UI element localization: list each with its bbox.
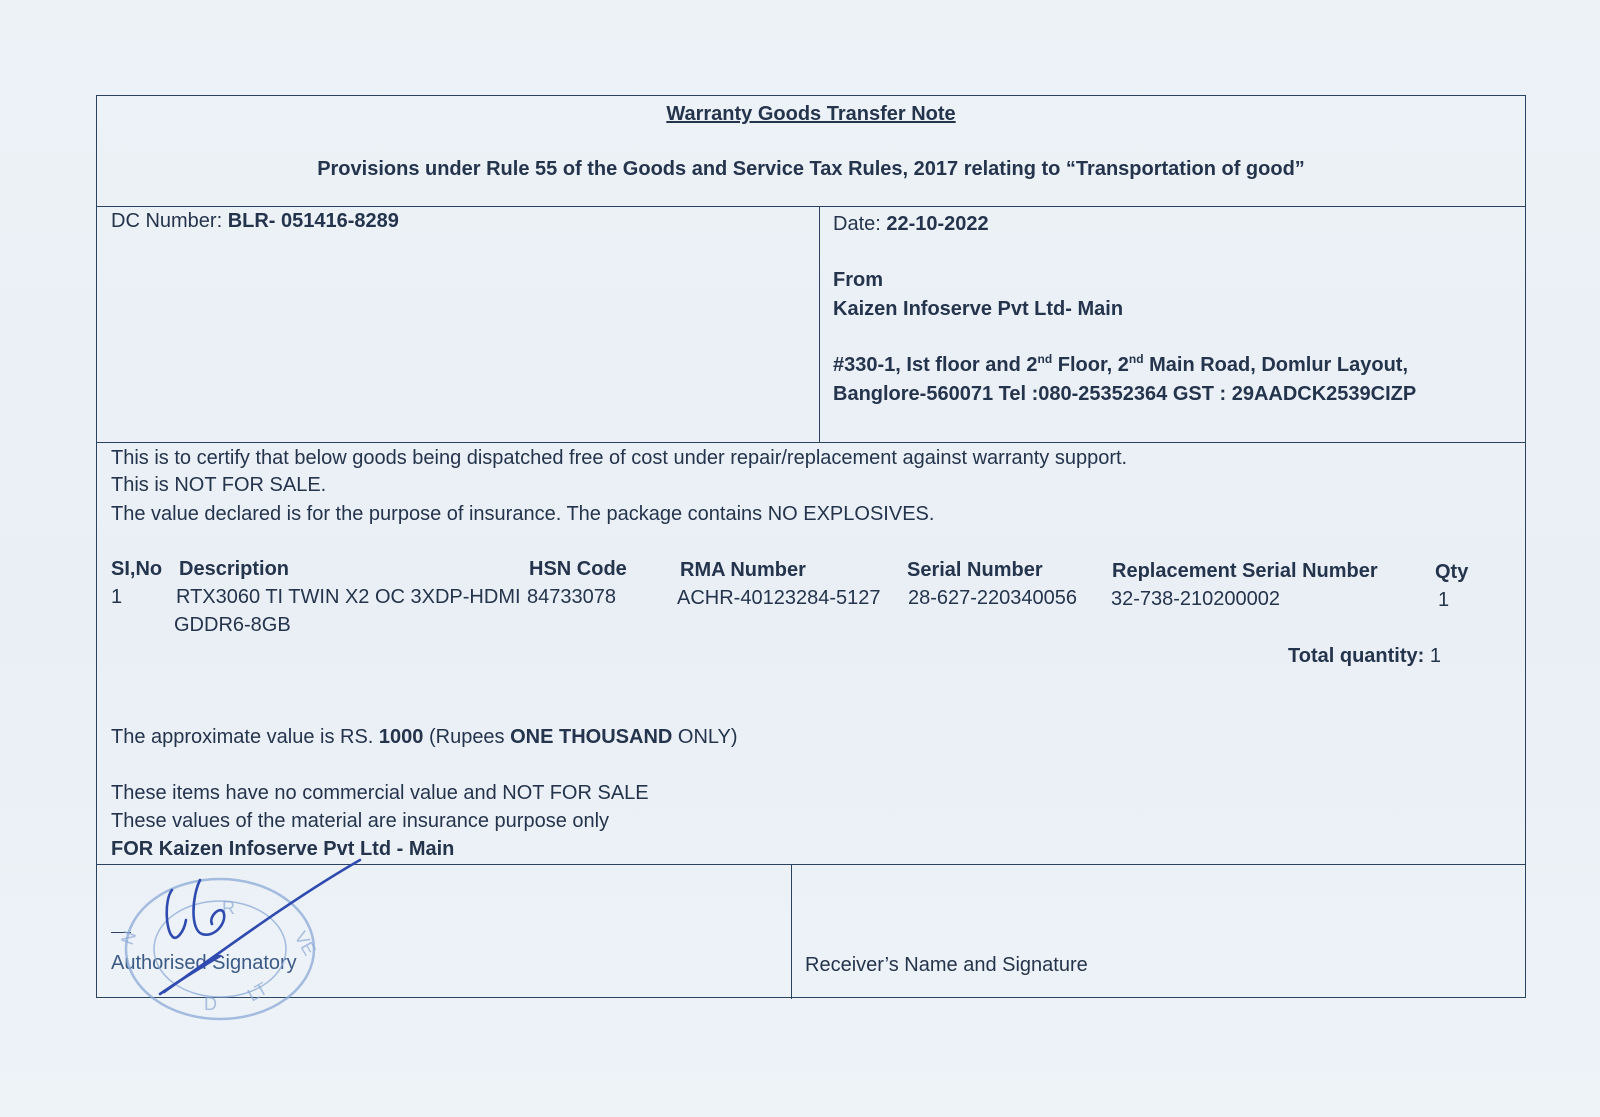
svg-text:VE: VE: [290, 928, 320, 959]
row-description-line1: RTX3060 TI TWIN X2 OC 3XDP-HDMI: [176, 586, 521, 608]
note-line-2: These values of the material are insurance purpose only: [111, 810, 610, 832]
certify-line-1: This is to certify that below goods being dispatched free of cost under repair/replacement against warranty support.: [111, 447, 1128, 469]
col-header-description: Description: [179, 558, 290, 580]
row-replacement: 32-738-210200002: [1111, 588, 1281, 610]
dc-number: [111, 209, 399, 233]
row-hsn: 84733078: [527, 586, 616, 608]
address-superscript: nd: [1128, 352, 1144, 366]
svg-text:N: N: [116, 928, 141, 948]
svg-text:R: R: [222, 898, 235, 918]
note-line-1: These items have no commercial value and NOT FOR SALE: [111, 782, 649, 804]
row-sl-no: 1: [111, 586, 123, 608]
from-address-line1: [833, 353, 1408, 377]
date-label: Date:: [833, 213, 887, 235]
receiver-signature: Receiver’s Name and Signature: [805, 954, 1088, 976]
col-header-serial: Serial Number: [907, 559, 1043, 581]
value-text: (Rupees: [423, 726, 511, 748]
divider: [819, 206, 820, 442]
from-address-line2: Banglore-560071 Tel :080-25352364 GST : 29AADCK2539CIZP: [833, 383, 1417, 405]
col-header-qty: Qty: [1435, 561, 1469, 583]
date: [833, 212, 989, 236]
signature-scribble-icon: [150, 860, 380, 1000]
total-quantity-label: Total quantity:: [1288, 645, 1425, 667]
col-header-replacement: Replacement Serial Number: [1112, 560, 1378, 582]
divider: [97, 206, 1525, 207]
certify-line-3: The value declared is for the purpose of insurance. The package contains NO EXPLOSIVES.: [111, 503, 935, 525]
row-rma: ACHR-40123284-5127: [677, 587, 881, 609]
address-text: Floor, 2: [1052, 354, 1129, 376]
value-words: ONE THOUSAND: [510, 726, 673, 748]
col-header-sl-no: SI,No: [111, 558, 163, 580]
from-label: From: [833, 269, 883, 291]
divider: [97, 442, 1525, 443]
total-quantity: [1288, 644, 1441, 668]
divider: [791, 864, 792, 999]
svg-text:LT: LT: [244, 978, 272, 1006]
address-text: Main Road, Domlur Layout,: [1143, 354, 1408, 376]
svg-text:D: D: [204, 994, 217, 1014]
for-company: FOR Kaizen Infoserve Pvt Ltd - Main: [111, 838, 455, 860]
row-serial: 28-627-220340056: [908, 587, 1078, 609]
date-value: 22-10-2022: [886, 213, 989, 235]
row-description-line2: GDDR6-8GB: [174, 614, 291, 636]
address-text: #330-1, Ist floor and 2: [833, 354, 1038, 376]
address-superscript: nd: [1037, 352, 1053, 366]
certify-line-2: This is NOT FOR SALE.: [111, 474, 327, 496]
document-title: Warranty Goods Transfer Note: [666, 103, 956, 125]
value-amount: 1000: [378, 726, 424, 748]
row-qty: 1: [1438, 589, 1450, 611]
approximate-value: [111, 725, 738, 749]
provisions-text: Provisions under Rule 55 of the Goods and Service Tax Rules, 2017 relating to “Transportation of good”: [317, 158, 1305, 180]
dc-number-value: BLR- 051416-8289: [227, 210, 399, 232]
value-text: The approximate value is RS.: [111, 726, 379, 748]
total-quantity-value: 1: [1424, 645, 1441, 667]
col-header-rma: RMA Number: [680, 559, 806, 581]
dc-number-label: DC Number:: [111, 210, 228, 232]
value-text: ONLY): [672, 726, 738, 748]
from-company: Kaizen Infoserve Pvt Ltd- Main: [833, 298, 1124, 320]
col-header-hsn: HSN Code: [529, 558, 627, 580]
authorised-signatory: Authorised Signatory: [111, 952, 297, 974]
